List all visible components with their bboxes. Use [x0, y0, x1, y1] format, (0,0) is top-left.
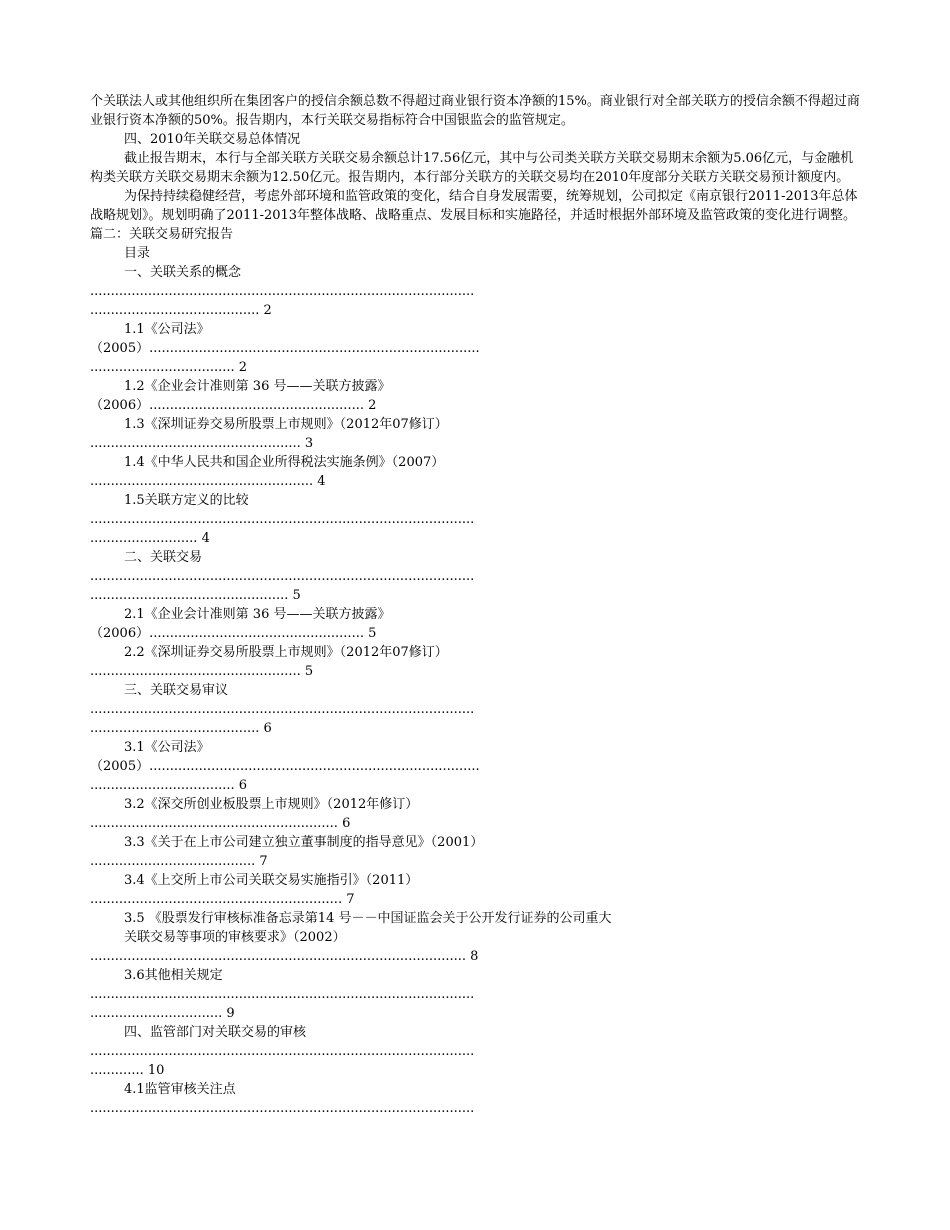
toc-line: ............................................................. 7	[90, 892, 355, 907]
toc-line: 3.5 《股票发行审核标准备忘录第14 号－－中国证监会关于公开发行证券的公司重大	[124, 911, 612, 926]
toc-line: ................................................... 3	[90, 436, 314, 451]
toc-line: ................................................ 5	[90, 588, 301, 603]
toc-line: 一、关联关系的概念	[124, 265, 242, 280]
toc-line: ........................................ 7	[90, 854, 268, 869]
toc-line: ................................................... 5	[90, 664, 314, 679]
toc-line: 1.3《深圳证券交易所股票上市规则》（2012年07修订）	[124, 417, 448, 432]
toc-line: ......................................... 6	[90, 721, 272, 736]
toc-line: ................................... 6	[90, 778, 248, 793]
toc-title: 目录	[124, 246, 151, 261]
toc-line: .............................................................................................	[90, 512, 475, 527]
toc-line: 1.4《中华人民共和国企业所得税法实施条例》（2007）	[124, 455, 445, 470]
toc-line: 3.1《公司法》	[124, 740, 210, 755]
toc-line: ................................... 2	[90, 360, 248, 375]
toc-line: 三、关联交易审议	[124, 683, 229, 698]
document-page	[90, 92, 865, 1118]
toc-line: 3.6其他相关规定	[124, 968, 223, 983]
toc-line: 1.1《公司法》	[124, 322, 210, 337]
toc-line: 4.1监管审核关注点	[124, 1082, 236, 1097]
toc-line: .......................... 4	[90, 531, 210, 546]
section-heading-4: 四、2010年关联交易总体情况	[124, 132, 301, 147]
toc-line: 2.1《企业会计准则第 36 号——关联方披露》	[124, 607, 391, 622]
intro-paragraph-3: 为保持持续稳健经营，考虑外部环境和监管政策的变化，结合自身发展需要，统筹规划，公司拟定《南京银行2011-2013年总体战略规划》。规划明确了2011-2013年整体战略、战略重点、发展目标和实施路径，并适时根据外部环境及监管政策的变化进行调整。篇二：关联交易研究报告	[90, 189, 858, 242]
toc-line: 3.2《深交所创业板股票上市规则》（2012年修订）	[124, 797, 419, 812]
toc-line: 二、关联交易	[124, 550, 203, 565]
toc-line: （2006）.................................................... 5	[90, 626, 377, 641]
intro-paragraph-2: 截止报告期末，本行与全部关联方关联交易余额总计17.56亿元，其中与公司类关联方关联交易期末余额为5.06亿元，与金融机构类关联方关联交易期末余额为12.50亿元。报告期内，本行部分关联方的关联交易均在2010年度部分关联方关联交易预计额度内。	[90, 151, 854, 185]
toc-line: .............................................................................................	[90, 702, 475, 717]
toc-line: （2005）................................................................................	[90, 341, 480, 356]
toc-line: .............................................................................................	[90, 284, 475, 299]
toc-line: 1.2《企业会计准则第 36 号——关联方披露》	[124, 379, 391, 394]
toc-line: 3.4《上交所上市公司关联交易实施指引》（2011）	[124, 873, 419, 888]
toc-line: .............................................................................................	[90, 1101, 475, 1116]
table-of-contents	[90, 263, 865, 1118]
toc-line: （2006）.................................................... 2	[90, 398, 377, 413]
toc-line: 关联交易等事项的审核要求》（2002）	[124, 930, 346, 945]
toc-line: ................................ 9	[90, 1006, 235, 1021]
toc-line: ............................................................ 6	[90, 816, 351, 831]
toc-line: .............................................................................................	[90, 1044, 475, 1059]
toc-line: 四、监管部门对关联交易的审核	[124, 1025, 307, 1040]
toc-line: .............................................................................................	[90, 569, 475, 584]
toc-line: 3.3《关于在上市公司建立独立董事制度的指导意见》（2001）	[124, 835, 484, 850]
toc-line: ...................................................... 4	[90, 474, 326, 489]
toc-line: （2005）................................................................................	[90, 759, 480, 774]
intro-paragraph-1: 个关联法人或其他组织所在集团客户的授信余额总数不得超过商业银行资本净额的15%。商业银行对全部关联方的授信余额不得超过商业银行资本净额的50%。报告期内，本行关联交易指标符合中国银监会的监管规定。	[90, 94, 860, 128]
toc-line: 2.2《深圳证券交易所股票上市规则》（2012年07修订）	[124, 645, 448, 660]
toc-line: .............................................................................................	[90, 987, 475, 1002]
toc-line: ........................................................................................... 8	[90, 949, 479, 964]
toc-line: ............. 10	[90, 1063, 165, 1078]
toc-line: 1.5关联方定义的比较	[124, 493, 249, 508]
toc-line: ......................................... 2	[90, 303, 272, 318]
